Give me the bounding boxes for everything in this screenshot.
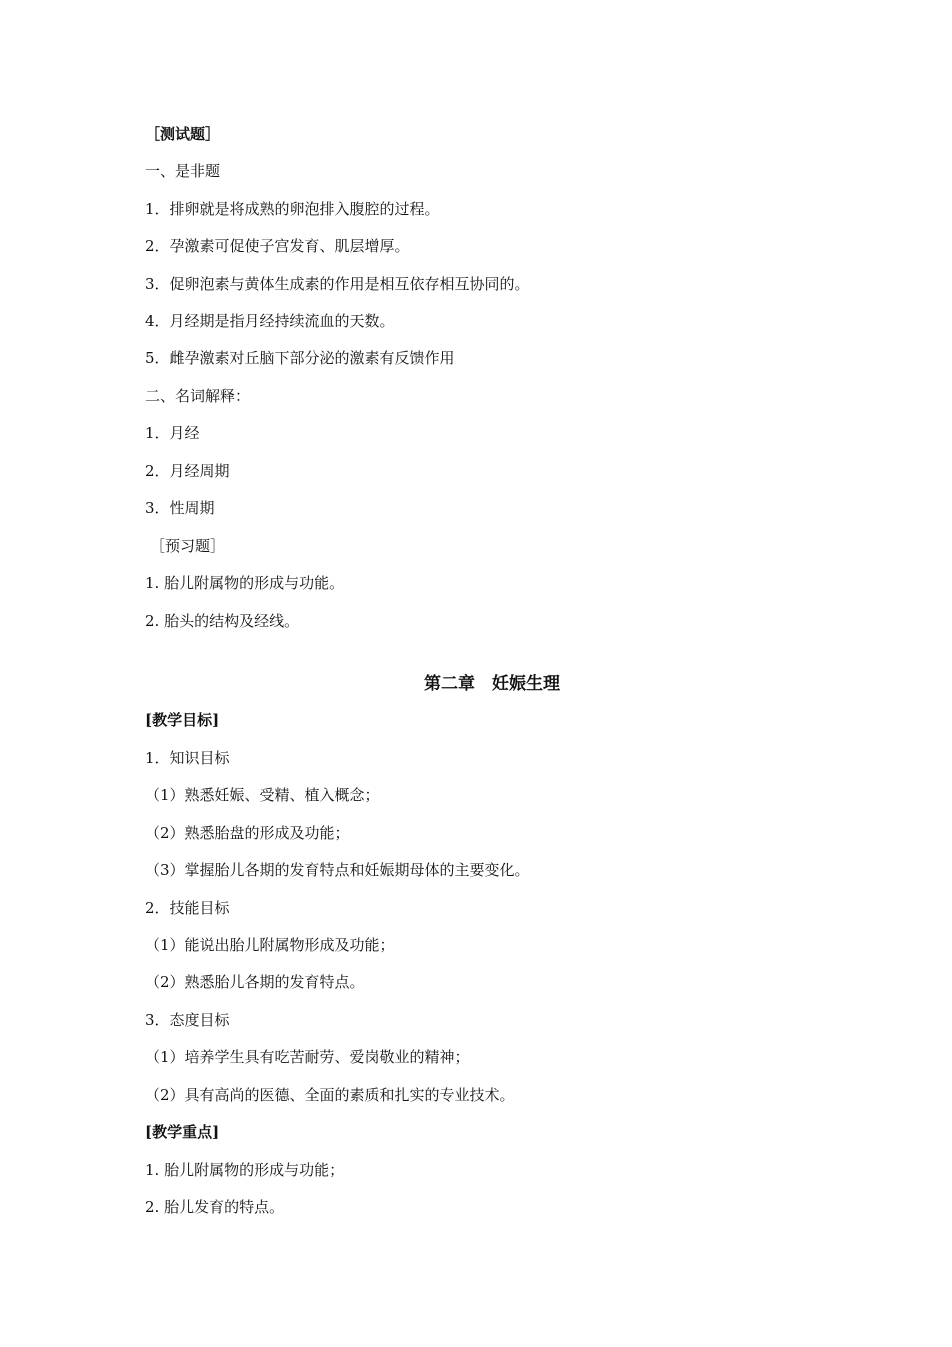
preview-item-2: 2. 胎头的结构及经线。 bbox=[145, 612, 300, 630]
true-false-item-4: 4．月经期是指月经持续流血的天数。 bbox=[145, 312, 395, 330]
test-section-header: ［测试题］ bbox=[145, 125, 221, 143]
attitude-goal-item-1: （1）培养学生具有吃苦耐劳、爱岗敬业的精神； bbox=[145, 1048, 470, 1066]
attitude-goal-title: 3．态度目标 bbox=[145, 1011, 230, 1029]
teaching-goals-header: [教学目标] bbox=[145, 711, 220, 729]
knowledge-goal-item-2: （2）熟悉胎盘的形成及功能； bbox=[145, 824, 350, 842]
true-false-item-3: 3．促卵泡素与黄体生成素的作用是相互依存相互协同的。 bbox=[145, 275, 530, 293]
skill-goal-item-2: （2）熟悉胎儿各期的发育特点。 bbox=[145, 973, 365, 991]
true-false-item-5: 5．雌孕激素对丘脑下部分泌的激素有反馈作用 bbox=[145, 349, 455, 367]
term-definition-title: 二、名词解释： bbox=[145, 387, 251, 405]
preview-section-header: ［预习题］ bbox=[150, 537, 226, 555]
true-false-item-1: 1．排卵就是将成熟的卵泡排入腹腔的过程。 bbox=[145, 200, 440, 218]
term-item-3: 3．性周期 bbox=[145, 499, 215, 517]
knowledge-goal-item-3: （3）掌握胎儿各期的发育特点和妊娠期母体的主要变化。 bbox=[145, 861, 530, 879]
knowledge-goal-item-1: （1）熟悉妊娠、受精、植入概念； bbox=[145, 786, 380, 804]
teaching-focus-header: [教学重点] bbox=[145, 1123, 220, 1141]
true-false-title: 一、是非题 bbox=[145, 162, 221, 180]
true-false-item-2: 2．孕激素可促使子宫发育、肌层增厚。 bbox=[145, 237, 410, 255]
term-item-2: 2．月经周期 bbox=[145, 462, 230, 480]
teaching-focus-item-1: 1. 胎儿附属物的形成与功能； bbox=[145, 1161, 345, 1179]
knowledge-goal-title: 1．知识目标 bbox=[145, 749, 230, 767]
term-item-1: 1．月经 bbox=[145, 424, 200, 442]
chapter-title: 第二章 妊娠生理 bbox=[424, 674, 560, 694]
preview-item-1: 1. 胎儿附属物的形成与功能。 bbox=[145, 574, 345, 592]
attitude-goal-item-2: （2）具有高尚的医德、全面的素质和扎实的专业技术。 bbox=[145, 1086, 515, 1104]
skill-goal-title: 2．技能目标 bbox=[145, 899, 230, 917]
teaching-focus-item-2: 2. 胎儿发育的特点。 bbox=[145, 1198, 285, 1216]
skill-goal-item-1: （1）能说出胎儿附属物形成及功能； bbox=[145, 936, 395, 954]
